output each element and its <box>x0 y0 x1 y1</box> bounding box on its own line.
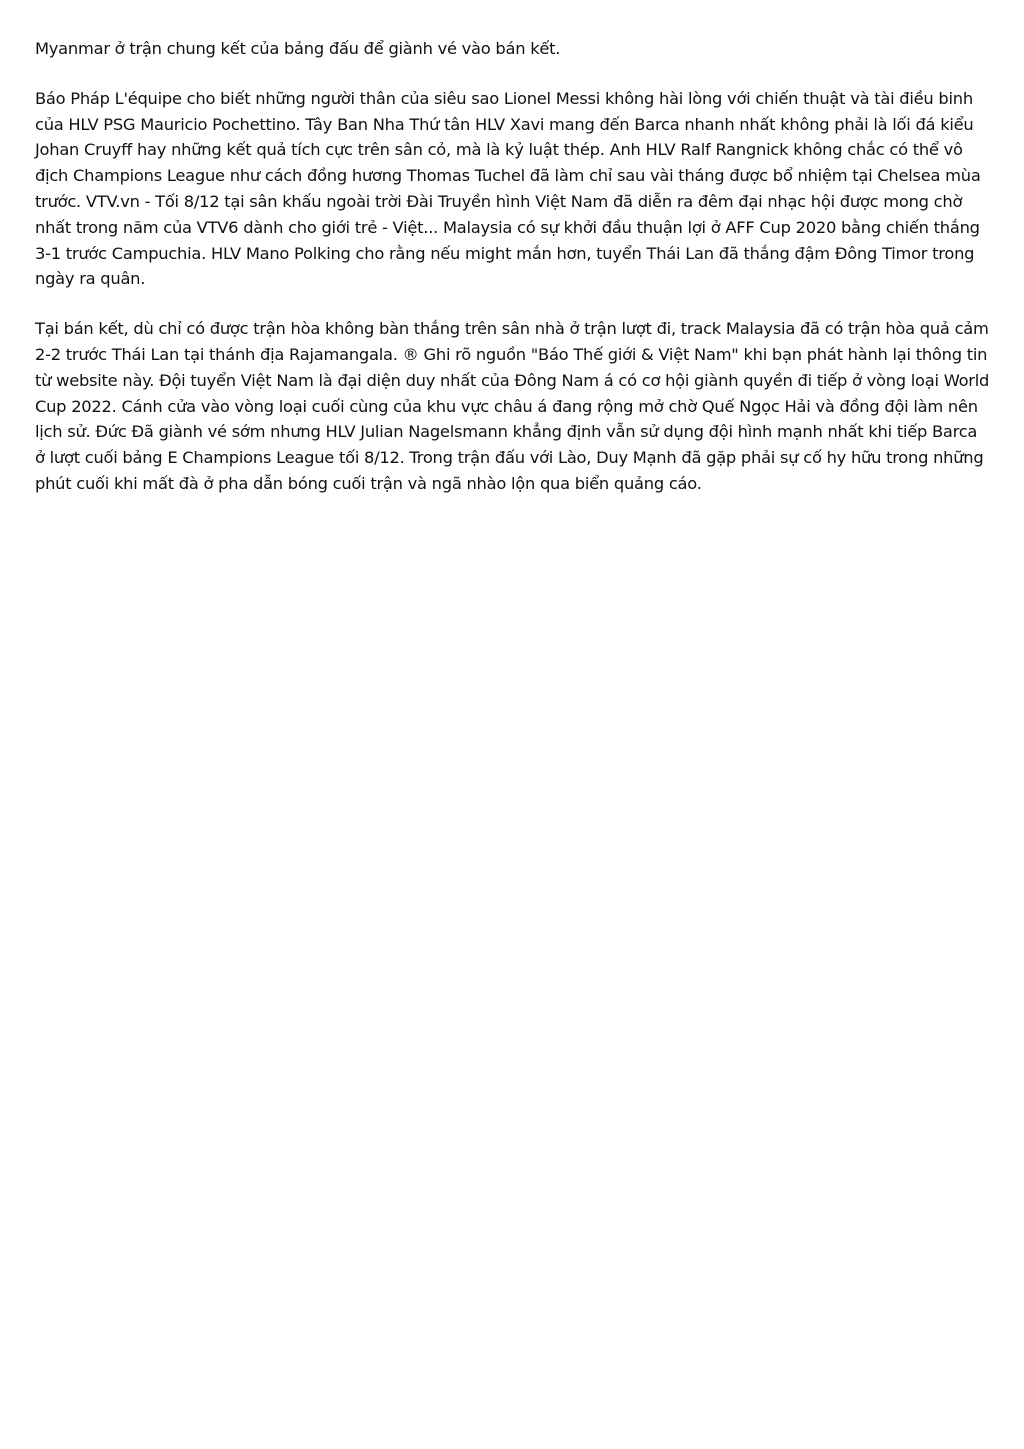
paragraph-intro: Myanmar ở trận chung kết của bảng đấu để giành vé vào bán kết. <box>35 39 561 58</box>
paragraph-semifinal: Tại bán kết, dù chỉ có được trận hòa không bàn thắng trên sân nhà ở trận lượt đi, track Malaysia đã có trận hòa quả cảm 2-2 trước Thái Lan tại thánh địa Rajamangala. ® Ghi rõ nguồn "Báo Thế giới & Việt Nam" khi bạn phát hành lại thông tin từ website này. Đội tuyển Việt Nam là đại diện duy nhất của Đông Nam á có cơ hội giành quyền đi tiếp ở vòng loại World Cup 2022. Cánh cửa vào vòng loại cuối cùng của khu vực châu á đang rộng mở chờ Quế Ngọc Hải và đồng đội làm nên lịch sử. Đức Đã giành vé sớm nhưng HLV Julian Nagelsmann khẳng định vẫn sử dụng đội hình mạnh nhất khi tiếp Barca ở lượt cuối bảng E Champions League tối 8/12. Trong trận đấu với Lào, Duy Mạnh đã gặp phải sự cố hy hữu trong những phút cuối khi mất đà ở pha dẫn bóng cuối trận và ngã nhào lộn qua biển quảng cáo. <box>35 319 990 493</box>
document-page <box>35 36 991 521</box>
paragraph-news-summary: Báo Pháp L'équipe cho biết những người thân của siêu sao Lionel Messi không hài lòng với chiến thuật và tài điều binh của HLV PSG Mauricio Pochettino. Tây Ban Nha Thứ tân HLV Xavi mang đến Barca nhanh nhất không phải là lối đá kiểu Johan Cruyff hay những kết quả tích cực trên sân cỏ, mà là kỷ luật thép. Anh HLV Ralf Rangnick không chắc có thể vô địch Champions League như cách đồng hương Thomas Tuchel đã làm chỉ sau vài tháng được bổ nhiệm tại Chelsea mùa trước. VTV.vn - Tối 8/12 tại sân khấu ngoài trời Đài Truyền hình Việt Nam đã diễn ra đêm đại nhạc hội được mong chờ nhất trong năm của VTV6 dành cho giới trẻ - Việt... Malaysia có sự khởi đầu thuận lợi ở AFF Cup 2020 bằng chiến thắng 3-1 trước Campuchia. HLV Mano Polking cho rằng nếu might mắn hơn, tuyển Thái Lan đã thắng đậm Đông Timor trong ngày ra quân. <box>35 88 981 289</box>
